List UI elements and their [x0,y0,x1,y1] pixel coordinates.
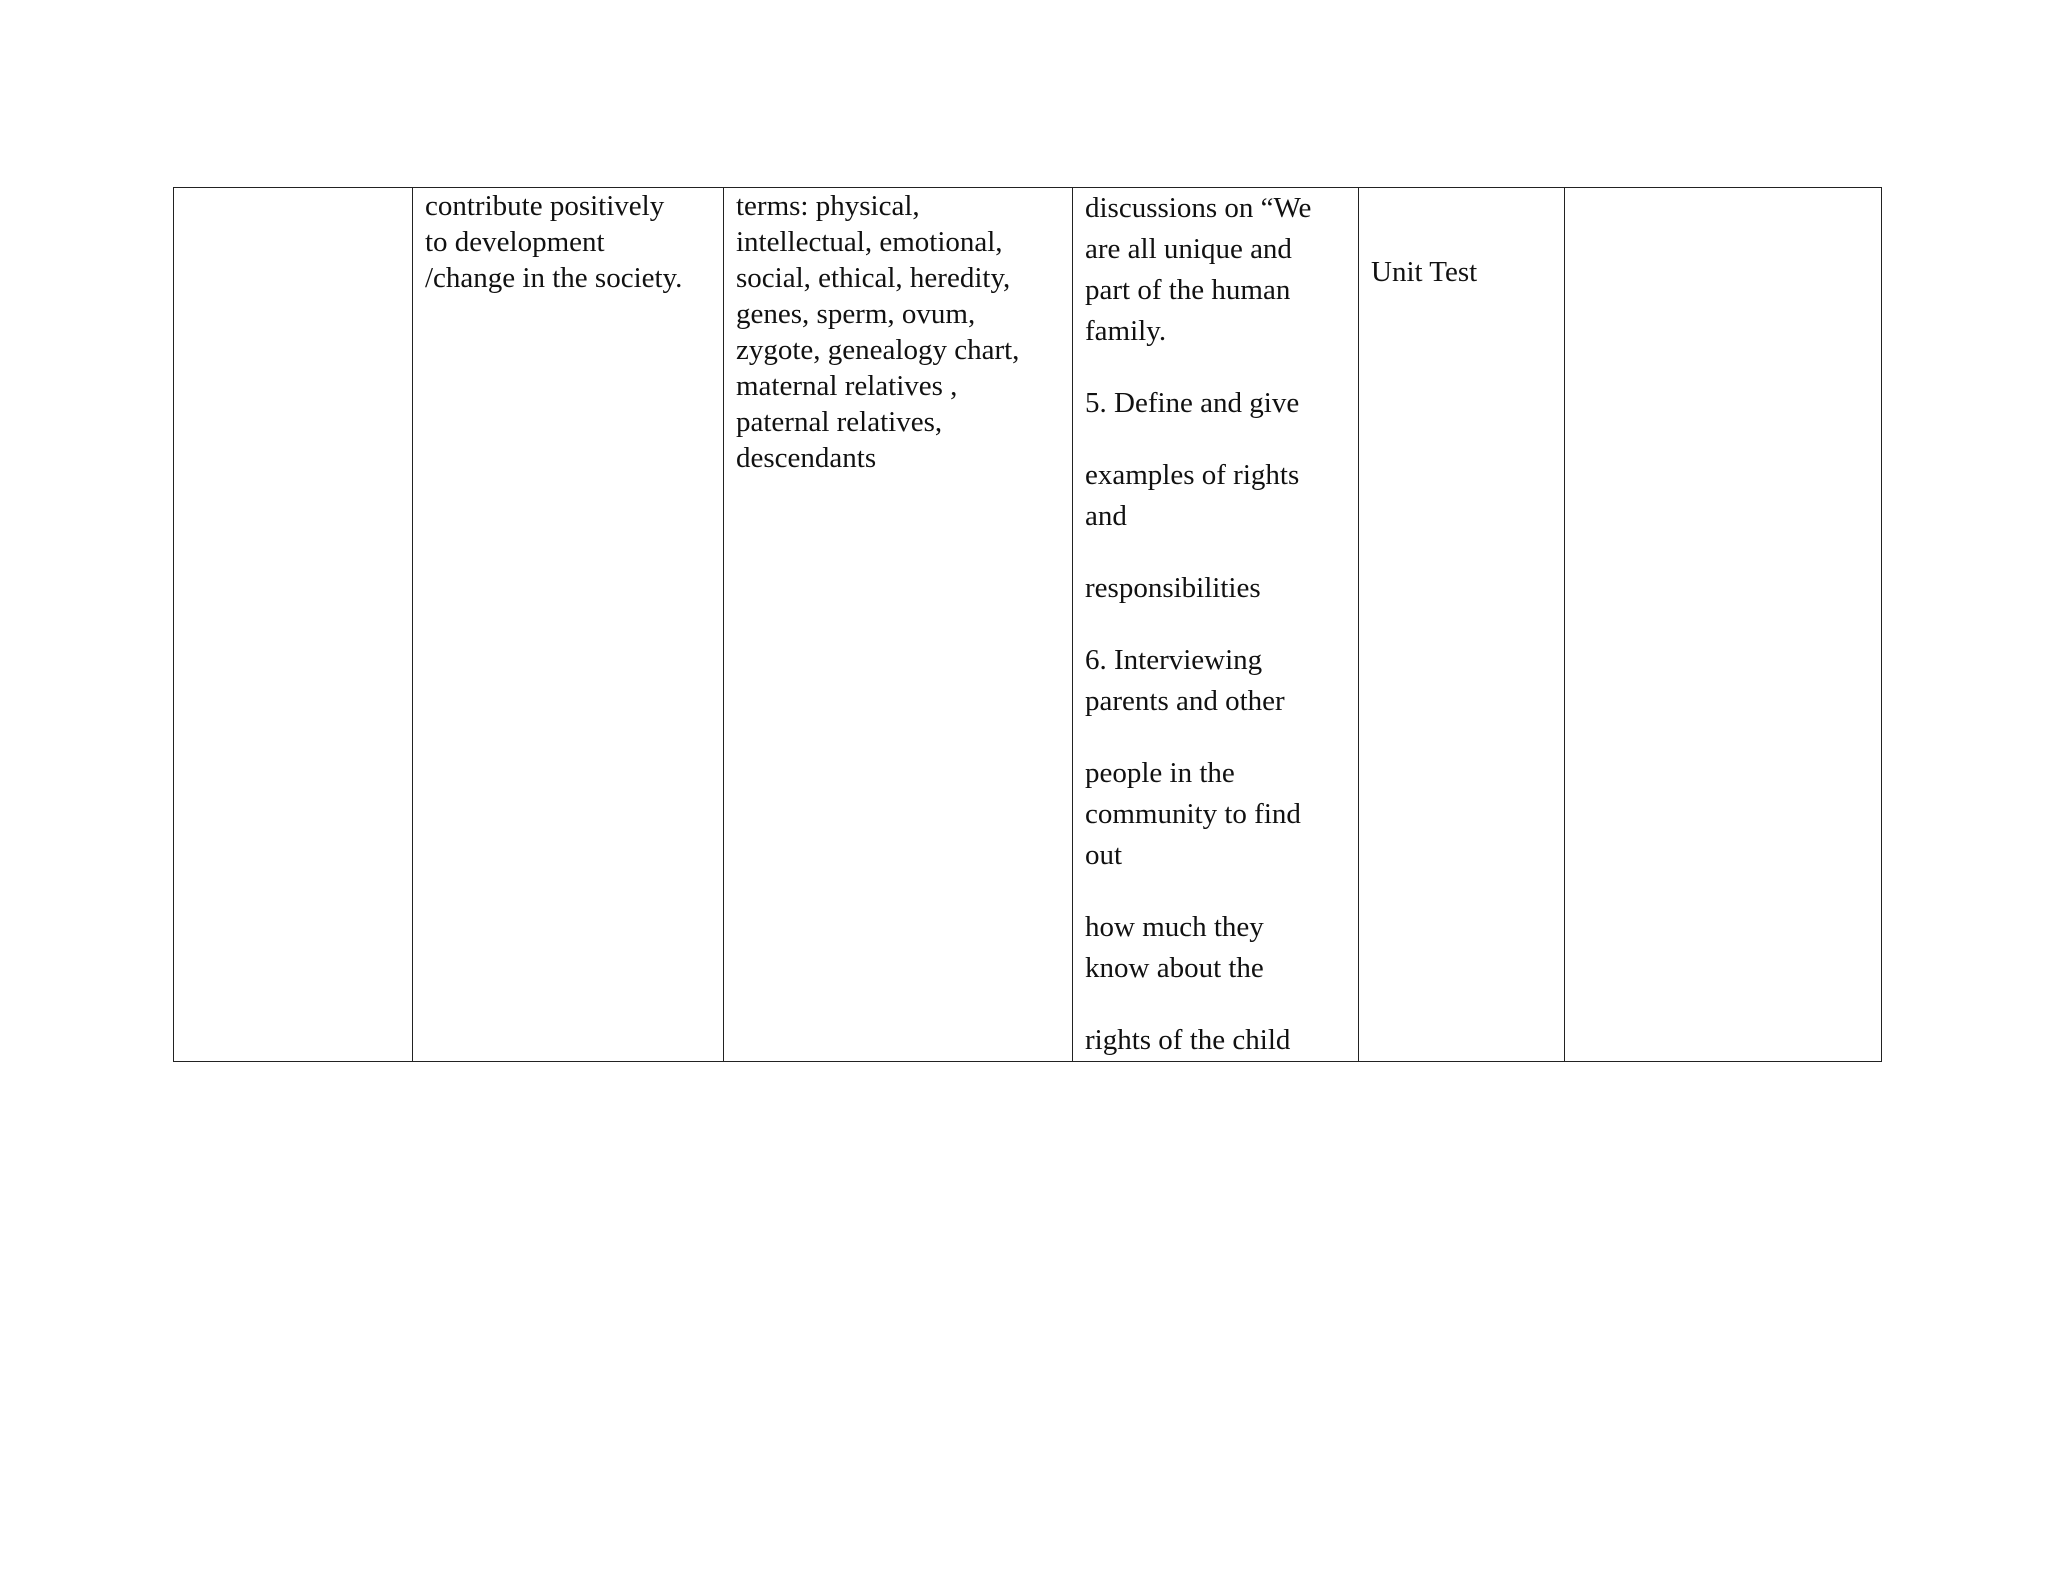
activity-item: discussions on “We are all unique and part of the human family. [1085,192,1312,347]
assessment-text: Unit Test [1371,256,1478,288]
table-cell-col6 [1565,188,1882,1062]
table-cell-key-terms [724,188,1073,1062]
table-cell-assessment [1359,188,1565,1062]
activity-item: how much they know about the [1085,911,1264,984]
table-cell-col1 [174,188,413,1062]
activity-item: 6. Interviewing parents and other [1085,644,1285,717]
table-row [174,188,1882,1062]
activity-item: responsibilities [1085,572,1261,604]
table-cell-objectives [413,188,724,1062]
table-cell-activities [1073,188,1359,1062]
key-terms-text: terms: physical, intellectual, emotional, social, ethical, heredity, genes, sperm, ovum, zygote, genealogy chart, maternal relatives , paternal relatives, descendants [736,190,1020,474]
activity-item: people in the community to find out [1085,757,1301,871]
activity-item: 5. Define and give [1085,387,1300,419]
curriculum-table [173,187,1882,1062]
activity-item: rights of the child [1085,1024,1291,1056]
activity-item: examples of rights and [1085,459,1300,532]
objectives-text: contribute positively to development /change in the society. [425,190,683,294]
